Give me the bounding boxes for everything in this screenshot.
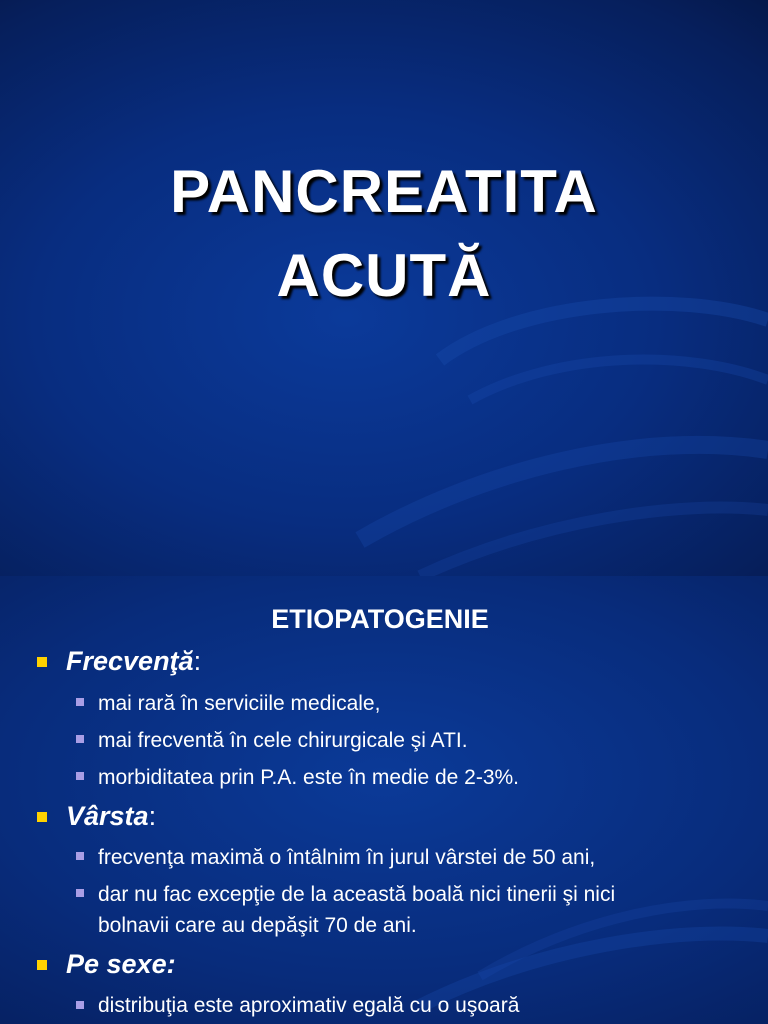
section-label-text: Frecvenţă [66,646,194,676]
list-item: mai rară în serviciile medicale, [98,692,381,715]
section-label-varsta [66,801,156,832]
list-item: dar nu fac excepţie de la această boală nici tinerii şi nici [98,883,616,906]
bullet-square-icon [37,657,47,667]
section-colon: : [193,646,202,676]
bullet-square-icon [37,960,47,970]
slide-title [0,150,768,318]
list-item: frecvenţa maximă o întâlnim în jurul vârstei de 50 ani, [98,846,596,869]
sub-bullet-square-icon [76,735,84,743]
sub-bullet-square-icon [76,889,84,897]
section-label-frecventa [66,646,201,677]
title-line-1: PANCREATITA [170,158,598,225]
section-label-text: Pe sexe: [66,949,176,979]
section-label-pe-sexe [66,949,176,980]
section-colon: : [148,801,157,831]
title-line-2: ACUTĂ [276,242,492,309]
content-slide [0,576,768,1024]
slide-heading: ETIOPATOGENIE [271,604,489,634]
sub-bullet-square-icon [76,1001,84,1009]
section-label-text: Vârsta [66,801,149,831]
list-item-continuation: bolnavii care au depăşit 70 de ani. [98,914,417,937]
sub-bullet-square-icon [76,772,84,780]
list-item: morbiditatea prin P.A. este în medie de 2-3%. [98,766,520,789]
sub-bullet-square-icon [76,852,84,860]
list-item: mai frecventă în cele chirurgicale şi ATI. [98,729,468,752]
list-item: distribuţia este aproximativ egală cu o uşoară [98,994,520,1017]
sub-bullet-square-icon [76,698,84,706]
bullet-square-icon [37,812,47,822]
